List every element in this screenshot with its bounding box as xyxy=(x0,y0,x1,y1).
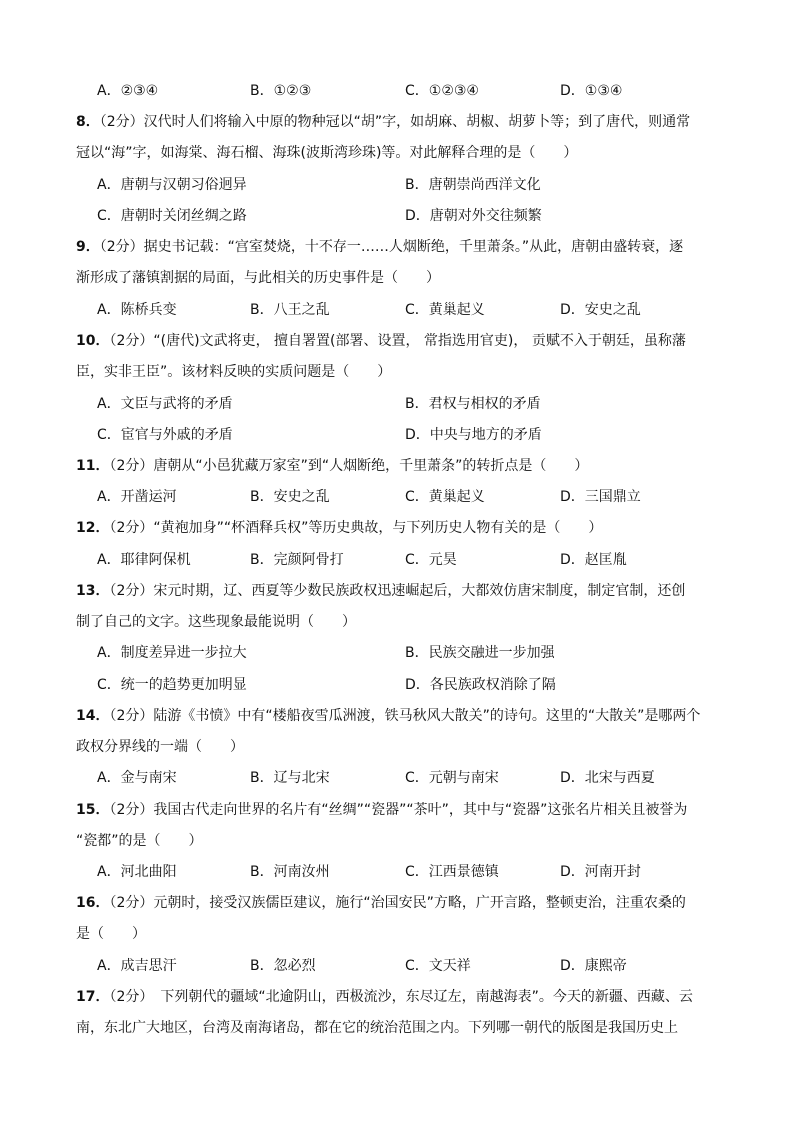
question-stem-line: 渐形成了藩镇割据的局面，与此相关的历史事件是（ ） xyxy=(76,270,440,286)
option-d: D．各民族政权消除了隔 xyxy=(405,677,556,693)
option-c: C．统一的趋势更加明显 xyxy=(97,677,247,693)
question-number: 15． xyxy=(76,802,110,818)
option-a: A．耶律阿保机 xyxy=(97,552,191,568)
option-a: A．金与南宋 xyxy=(97,770,177,786)
question-stem-line xyxy=(76,457,718,475)
question-number: 17． xyxy=(76,989,110,1005)
question-number: 12． xyxy=(76,520,110,536)
question-stem-line: “瓷都”的是（ ） xyxy=(76,833,203,849)
question-stem-line xyxy=(76,707,718,725)
option-c: C．黄巢起义 xyxy=(405,302,485,318)
option-d: D．三国鼎立 xyxy=(560,489,641,505)
option-d: D．河南开封 xyxy=(560,864,641,880)
question-stem-line xyxy=(76,988,718,1006)
option-c: C．①②③④ xyxy=(405,83,479,99)
question-stem-line xyxy=(76,519,718,537)
question-text: （2分）我国古代走向世界的名片有“丝绸”“瓷器”“茶叶”，其中与“瓷器”这张名片相关且被誉为 xyxy=(109,802,688,818)
option-a: A．开凿运河 xyxy=(97,489,177,505)
question-text: （2分） 下列朝代的疆域“北逾阴山，西极流沙，东尽辽左，南越海表”。今天的新疆、西藏、云 xyxy=(109,989,693,1005)
option-a: A．制度差异进一步拉大 xyxy=(97,645,247,661)
question-stem-line: 冠以“海”字，如海棠、海石榴、海珠(波斯湾珍珠)等。对此解释合理的是（ ） xyxy=(76,145,578,161)
question-stem-line: 政权分界线的一端（ ） xyxy=(76,739,244,755)
question-stem-line xyxy=(76,238,718,256)
option-d: D．康熙帝 xyxy=(560,958,627,974)
question-number: 8． xyxy=(76,114,100,130)
option-c: C．元朝与南宋 xyxy=(405,770,499,786)
question-stem-line xyxy=(76,332,718,350)
question-stem-line: 南，东北广大地区，台湾及南海诸岛，都在它的统治范围之内。下列哪一朝代的版图是我国历史上 xyxy=(76,1020,678,1036)
option-b: B．①②③ xyxy=(250,83,312,99)
option-a: A．唐朝与汉朝习俗迥异 xyxy=(97,177,247,193)
question-number: 11． xyxy=(76,458,110,474)
option-c: C．唐朝时关闭丝绸之路 xyxy=(97,208,247,224)
option-d: D．中央与地方的矛盾 xyxy=(405,427,542,443)
option-d: D．①③④ xyxy=(560,83,623,99)
option-b: B．完颜阿骨打 xyxy=(250,552,344,568)
question-number: 14． xyxy=(76,708,110,724)
question-stem-line xyxy=(76,582,718,600)
option-c: C．文天祥 xyxy=(405,958,471,974)
option-d: D．唐朝对外交往频繁 xyxy=(405,208,542,224)
question-stem-line xyxy=(76,801,718,819)
question-text: （2分）陆游《书愤》中有“楼船夜雪瓜洲渡，铁马秋风大散关”的诗句。这里的“大散关”是哪两个 xyxy=(109,708,701,724)
question-number: 9． xyxy=(76,239,100,255)
option-a: A．②③④ xyxy=(97,83,159,99)
option-b: B．八王之乱 xyxy=(250,302,330,318)
question-text: （2分）“(唐代)文武将吏， 擅自署置(部署、设置， 常指选用官吏)， 贡赋不入于朝廷，虽称藩 xyxy=(109,333,686,349)
question-number: 13． xyxy=(76,583,110,599)
option-a: A．文臣与武将的矛盾 xyxy=(97,396,233,412)
option-c: C．元昊 xyxy=(405,552,457,568)
question-number: 10． xyxy=(76,333,110,349)
question-stem-line: 制了自己的文字。这些现象最能说明（ ） xyxy=(76,614,356,630)
question-text: （2分）唐朝从“小邑犹藏万家室”到“人烟断绝，千里萧条”的转折点是（ ） xyxy=(109,458,589,474)
option-b: B．辽与北宋 xyxy=(250,770,330,786)
option-d: D．安史之乱 xyxy=(560,302,641,318)
option-b: B．忽必烈 xyxy=(250,958,316,974)
question-text: （2分）据史书记载：“宫室焚烧，十不存一……人烟断绝，千里萧条。”从此，唐朝由盛转衰，逐 xyxy=(99,239,684,255)
question-stem-line xyxy=(76,113,718,131)
option-c: C．黄巢起义 xyxy=(405,489,485,505)
option-b: B．民族交融进一步加强 xyxy=(405,645,555,661)
question-text: （2分）汉代时人们将输入中原的物种冠以“胡”字，如胡麻、胡椒、胡萝卜等；到了唐代，则通常 xyxy=(99,114,691,130)
question-stem-line xyxy=(76,894,718,912)
question-text: （2分）元朝时，接受汉族儒臣建议，施行“治国安民”方略，广开言路，整顿吏治，注重农桑的 xyxy=(109,895,686,911)
question-text: （2分）“黄袍加身”“杯酒释兵权”等历史典故，与下列历史人物有关的是（ ） xyxy=(109,520,603,536)
option-d: D．北宋与西夏 xyxy=(560,770,655,786)
option-a: A．陈桥兵变 xyxy=(97,302,177,318)
question-number: 16． xyxy=(76,895,110,911)
question-stem-line: 是（ ） xyxy=(76,926,146,942)
option-b: B．君权与相权的矛盾 xyxy=(405,396,541,412)
question-stem-line: 臣，实非王臣”。该材料反映的实质问题是（ ） xyxy=(76,364,392,380)
question-text: （2分）宋元时期，辽、西夏等少数民族政权迅速崛起后，大都效仿唐宋制度，制定官制，还创 xyxy=(109,583,686,599)
option-b: B．唐朝崇尚西洋文化 xyxy=(405,177,541,193)
option-d: D．赵匡胤 xyxy=(560,552,627,568)
option-b: B．河南汝州 xyxy=(250,864,330,880)
option-c: C．宦官与外戚的矛盾 xyxy=(97,427,233,443)
option-c: C．江西景德镇 xyxy=(405,864,499,880)
option-a: A．成吉思汗 xyxy=(97,958,177,974)
option-b: B．安史之乱 xyxy=(250,489,330,505)
option-a: A．河北曲阳 xyxy=(97,864,177,880)
